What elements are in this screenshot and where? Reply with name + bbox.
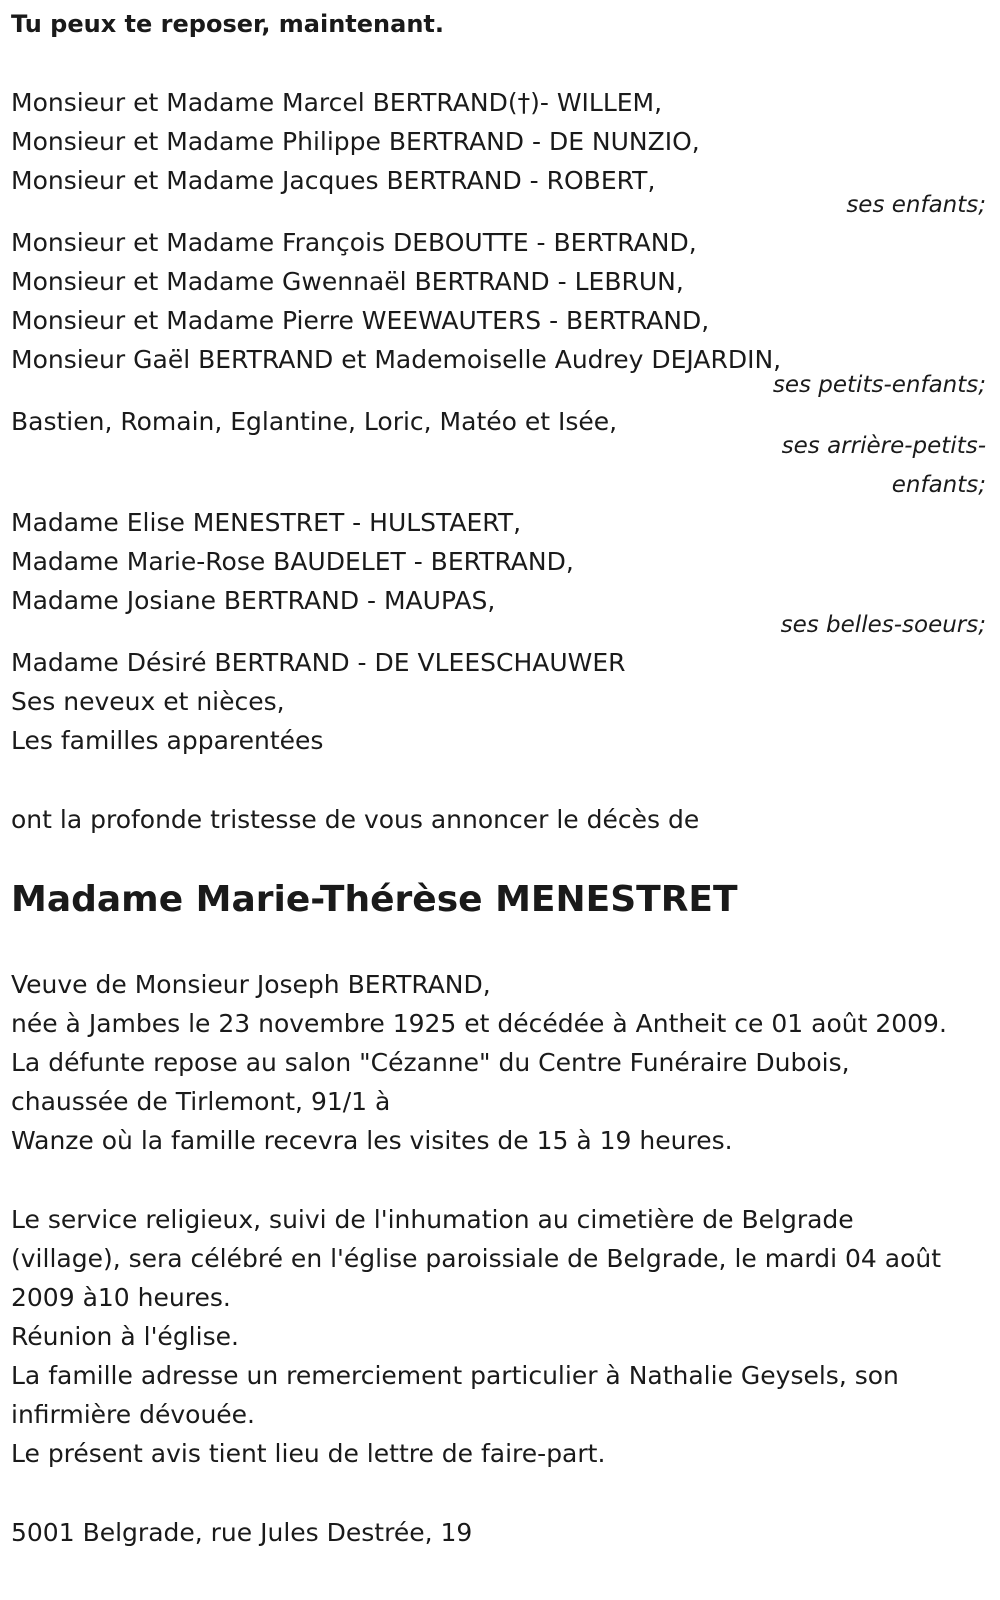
- service-line: (village), sera célébré en l'église paroissiale de Belgrade, le mardi 04 août: [11, 1244, 942, 1273]
- grandchildren-line: Monsieur et Madame Gwennaël BERTRAND - LEBRUN,: [11, 267, 684, 296]
- grandchildren-line: Monsieur et Madame François DEBOUTTE - BERTRAND,: [11, 228, 697, 257]
- detail-line: Veuve de Monsieur Joseph BERTRAND,: [11, 970, 491, 999]
- deceased-name: Madame Marie-Thérèse MENESTRET: [11, 879, 738, 920]
- great-grandchildren-role: enfants;: [891, 472, 986, 498]
- detail-line: Wanze où la famille recevra les visites de 15 à 19 heures.: [11, 1126, 733, 1155]
- service-line: Réunion à l'église.: [11, 1322, 239, 1351]
- address: 5001 Belgrade, rue Jules Destrée, 19: [11, 1518, 473, 1547]
- great-grandchildren-line: Bastien, Romain, Eglantine, Loric, Matéo et Isée,: [11, 407, 618, 436]
- other-relative-line: Ses neveux et nièces,: [11, 687, 285, 716]
- other-relative-line: Madame Désiré BERTRAND - DE VLEESCHAUWER: [11, 648, 626, 677]
- service-line: Le présent avis tient lieu de lettre de faire-part.: [11, 1439, 606, 1468]
- sister-in-law-line: Madame Josiane BERTRAND - MAUPAS,: [11, 586, 496, 615]
- children-line: Monsieur et Madame Jacques BERTRAND - ROBERT,: [11, 166, 656, 195]
- service-line: infirmière dévouée.: [11, 1400, 256, 1429]
- sister-in-law-line: Madame Marie-Rose BAUDELET - BERTRAND,: [11, 547, 574, 576]
- grandchildren-role: ses petits-enfants;: [772, 372, 986, 398]
- service-line: 2009 à10 heures.: [11, 1283, 231, 1312]
- great-grandchildren-role: ses arrière-petits-: [781, 433, 986, 459]
- children-line: Monsieur et Madame Philippe BERTRAND - DE NUNZIO,: [11, 127, 700, 156]
- sister-in-law-line: Madame Elise MENESTRET - HULSTAERT,: [11, 508, 522, 537]
- detail-line: La défunte repose au salon "Cézanne" du Centre Funéraire Dubois,: [11, 1048, 850, 1077]
- sisters-in-law-role: ses belles-soeurs;: [780, 612, 986, 638]
- service-line: La famille adresse un remerciement particulier à Nathalie Geysels, son: [11, 1361, 899, 1390]
- children-line: Monsieur et Madame Marcel BERTRAND(†)- WILLEM,: [11, 88, 663, 117]
- header-quote: Tu peux te reposer, maintenant.: [11, 10, 445, 38]
- announcement-text: ont la profonde tristesse de vous annoncer le décès de: [11, 805, 700, 834]
- grandchildren-line: Monsieur Gaël BERTRAND et Mademoiselle Audrey DEJARDIN,: [11, 345, 782, 374]
- detail-line: chaussée de Tirlemont, 91/1 à: [11, 1087, 391, 1116]
- other-relative-line: Les familles apparentées: [11, 726, 324, 755]
- detail-line: née à Jambes le 23 novembre 1925 et décédée à Antheit ce 01 août 2009.: [11, 1009, 947, 1038]
- service-line: Le service religieux, suivi de l'inhumation au cimetière de Belgrade: [11, 1205, 854, 1234]
- grandchildren-line: Monsieur et Madame Pierre WEEWAUTERS - BERTRAND,: [11, 306, 710, 335]
- children-role: ses enfants;: [846, 192, 986, 218]
